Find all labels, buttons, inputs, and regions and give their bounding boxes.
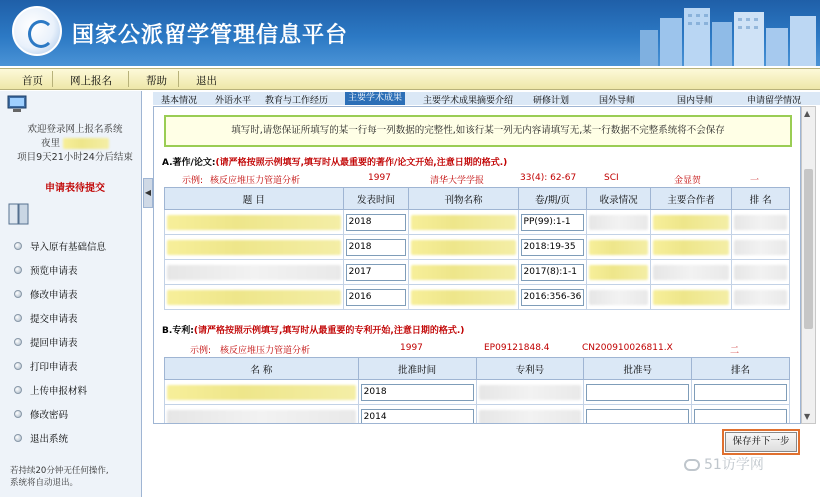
patents-table xyxy=(164,357,790,424)
col-pub-date: 发表时间 xyxy=(343,188,409,210)
computer-icon xyxy=(6,95,28,113)
col-approval-no: 批准号 xyxy=(584,358,692,380)
nav-divider xyxy=(52,71,53,87)
section-a-hint: (请严格按照示例填写,填写时从最重要的著作/论文开始,注意日期的格式.) xyxy=(215,158,508,168)
col-volume: 卷/期/页 xyxy=(518,188,587,210)
idle-timeout-note xyxy=(10,465,109,489)
scroll-thumb[interactable] xyxy=(804,169,813,329)
form-content xyxy=(153,106,801,424)
title-input[interactable] xyxy=(167,265,341,280)
papers-table xyxy=(164,187,790,310)
col-rank: 排 名 xyxy=(732,188,790,210)
index-select[interactable] xyxy=(589,265,648,280)
username xyxy=(10,137,140,151)
section-a-title: A.著作/论文: xyxy=(162,158,216,168)
col-approval-date: 批准时间 xyxy=(358,358,476,380)
col-title: 题 目 xyxy=(165,188,344,210)
nav-help[interactable]: 帮助 xyxy=(146,75,167,87)
tab-study-abroad[interactable]: 申请留学情况 xyxy=(747,96,802,106)
tab-education-work[interactable]: 教育与工作经历 xyxy=(265,96,329,106)
coauthor-input[interactable] xyxy=(653,240,729,255)
pub-date-input[interactable]: 2016 xyxy=(346,289,407,306)
menu-change-password[interactable] xyxy=(14,407,68,421)
tab-foreign-supervisor[interactable]: 国外导师 xyxy=(599,96,636,106)
menu-label: 提回申请表 xyxy=(30,338,78,349)
patent-rank-input[interactable] xyxy=(694,409,787,425)
nav-divider xyxy=(178,71,179,87)
header-banner xyxy=(0,0,820,66)
example-rank: 一 xyxy=(750,176,760,186)
col-journal: 刊物名称 xyxy=(409,188,518,210)
col-index: 收录情况 xyxy=(587,188,651,210)
table-header-row xyxy=(165,188,790,210)
rank-input[interactable] xyxy=(734,290,787,305)
section-b-hint: (请严格按照示例填写,填写时从最重要的专利开始,注意日期的格式.) xyxy=(193,326,465,336)
table-row xyxy=(165,235,790,260)
pub-date-input[interactable]: 2017 xyxy=(346,264,407,281)
scroll-down-icon[interactable]: ▼ xyxy=(804,412,811,421)
table-row xyxy=(165,405,790,425)
menu-submit-form[interactable] xyxy=(14,311,78,325)
menu-exit-system[interactable] xyxy=(14,431,68,445)
title-input[interactable] xyxy=(167,290,341,305)
welcome-text xyxy=(10,123,140,165)
example-patent-name: 核反应堆压力管道分析 xyxy=(220,346,311,356)
pub-date-input[interactable]: 2018 xyxy=(346,214,407,231)
menu-import-basic-info[interactable] xyxy=(14,239,106,253)
tab-bar xyxy=(153,92,820,105)
nav-divider xyxy=(128,71,129,87)
table-row xyxy=(165,285,790,310)
col-patent-no: 专利号 xyxy=(476,358,584,380)
menu-withdraw-form[interactable] xyxy=(14,335,78,349)
tab-study-plan[interactable]: 研修计划 xyxy=(533,96,570,106)
table-row xyxy=(165,380,790,405)
watermark-text: 51访学网 xyxy=(704,457,764,473)
example-patent-no: EP09121848.4 xyxy=(484,343,550,353)
bullet-icon xyxy=(14,410,22,418)
example-patent-rank: 二 xyxy=(730,346,740,356)
menu-label: 导入原有基础信息 xyxy=(30,242,107,253)
example-label-b: 示例: xyxy=(190,346,212,356)
bullet-icon xyxy=(14,362,22,370)
sidebar xyxy=(0,91,142,497)
tab-language[interactable]: 外语水平 xyxy=(215,96,252,106)
journal-input[interactable] xyxy=(411,215,515,230)
nav-home[interactable]: 首页 xyxy=(22,75,43,87)
coauthor-input[interactable] xyxy=(653,290,729,305)
journal-input[interactable] xyxy=(411,240,515,255)
application-status: 申请表待提交 xyxy=(45,183,105,194)
menu-label: 上传申报材料 xyxy=(30,386,88,397)
redacted-name xyxy=(63,138,109,149)
csc-logo xyxy=(12,6,62,56)
patent-no-input[interactable] xyxy=(479,410,582,425)
rank-input[interactable] xyxy=(734,265,787,280)
menu-label: 提交申请表 xyxy=(30,314,78,325)
deadline-text: 项目9天21小时24分后结束 xyxy=(17,152,133,163)
example-patent-year: 1997 xyxy=(400,343,423,353)
tab-domestic-supervisor[interactable]: 国内导师 xyxy=(677,96,714,106)
example-approval-no: CN200910026811.X xyxy=(582,343,673,353)
example-label-a: 示例: xyxy=(182,176,204,186)
wechat-icon xyxy=(684,459,700,471)
approval-no-input[interactable] xyxy=(586,409,689,425)
approval-date-input[interactable]: 2018 xyxy=(361,384,474,401)
table-row xyxy=(165,260,790,285)
bullet-icon xyxy=(14,386,22,394)
col-patent-name: 名 称 xyxy=(165,358,359,380)
index-select[interactable] xyxy=(589,215,648,230)
index-select[interactable] xyxy=(589,290,648,305)
volume-input[interactable]: 2016:356-36 xyxy=(521,289,585,306)
idle-note-line: 系统将自动退出。 xyxy=(10,478,79,488)
col-patent-rank: 排名 xyxy=(692,358,790,380)
title-input[interactable] xyxy=(167,240,341,255)
approval-no-input[interactable] xyxy=(586,384,689,401)
tab-achievement-summary[interactable]: 主要学术成果摘要介绍 xyxy=(423,96,514,106)
section-a-header xyxy=(162,155,507,168)
bullet-icon xyxy=(14,290,22,298)
tab-basic-info[interactable]: 基本情况 xyxy=(161,96,198,106)
watermark xyxy=(684,454,764,474)
volume-input[interactable]: 2018:19-35 xyxy=(521,239,585,256)
volume-input[interactable]: PP(99):1-1 xyxy=(521,214,585,231)
patent-no-input[interactable] xyxy=(479,385,582,400)
example-year: 1997 xyxy=(368,173,391,183)
save-and-next-button[interactable]: 保存并下一步 xyxy=(725,432,797,452)
menu-print-form[interactable] xyxy=(14,359,78,373)
top-nav xyxy=(0,68,820,90)
patent-name-input[interactable] xyxy=(167,410,356,425)
welcome-line: 欢迎登录网上报名系统 xyxy=(27,124,123,135)
section-b-header xyxy=(162,323,464,336)
volume-input[interactable]: 2017(8):1-1 xyxy=(521,264,585,281)
skyline-graphic xyxy=(620,0,820,66)
bullet-icon xyxy=(14,266,22,274)
tab-academic-achievements[interactable]: 主要学术成果 xyxy=(345,92,405,105)
username-text: 夜里 xyxy=(40,138,60,149)
rank-input[interactable] xyxy=(734,240,787,255)
patent-name-input[interactable] xyxy=(167,385,356,400)
journal-input[interactable] xyxy=(411,290,515,305)
book-icon xyxy=(6,201,32,227)
idle-note-line: 若持续20分钟无任何操作, xyxy=(10,466,109,476)
journal-input[interactable] xyxy=(411,265,515,280)
scroll-up-icon[interactable]: ▲ xyxy=(804,109,811,118)
patent-rank-input[interactable] xyxy=(694,384,787,401)
index-select[interactable] xyxy=(589,240,648,255)
pub-date-input[interactable]: 2018 xyxy=(346,239,407,256)
bullet-icon xyxy=(14,314,22,322)
notice-box: 填写时,请您保证所填写的某一行每一列数据的完整性,如该行某一列无内容请填写无,某一行数据不完整系统将不会保存 xyxy=(164,115,792,147)
col-coauthor: 主要合作者 xyxy=(650,188,731,210)
example-journal: 清华大学学报 xyxy=(430,176,485,186)
table-row xyxy=(165,210,790,235)
menu-edit-form[interactable] xyxy=(14,287,78,301)
sidebar-collapse-handle[interactable]: ◀ xyxy=(143,178,153,208)
table-header-row xyxy=(165,358,790,380)
content-scrollbar[interactable] xyxy=(801,106,816,424)
nav-online-apply[interactable]: 网上报名 xyxy=(70,75,112,87)
approval-date-input[interactable]: 2014 xyxy=(361,409,474,425)
menu-label: 退出系统 xyxy=(30,434,69,445)
example-coauthor: 金显贺 xyxy=(674,176,702,186)
bullet-icon xyxy=(14,338,22,346)
bullet-icon xyxy=(14,242,22,250)
menu-label: 预览申请表 xyxy=(30,266,78,277)
menu-preview-form[interactable] xyxy=(14,263,78,277)
section-b-title: B.专利: xyxy=(162,326,194,336)
menu-label: 修改密码 xyxy=(30,410,69,421)
menu-label: 打印申请表 xyxy=(30,362,78,373)
coauthor-input[interactable] xyxy=(653,265,729,280)
title-input[interactable] xyxy=(167,215,341,230)
menu-label: 修改申请表 xyxy=(30,290,78,301)
rank-input[interactable] xyxy=(734,215,787,230)
coauthor-input[interactable] xyxy=(653,215,729,230)
example-title: 核反应堆压力管道分析 xyxy=(210,176,301,186)
example-volume: 33(4): 62-67 xyxy=(520,173,577,183)
nav-logout[interactable]: 退出 xyxy=(196,75,217,87)
bullet-icon xyxy=(14,434,22,442)
menu-upload-materials[interactable] xyxy=(14,383,87,397)
example-index: SCI xyxy=(604,173,619,183)
site-title: 国家公派留学管理信息平台 xyxy=(72,23,349,48)
action-bar xyxy=(153,426,820,456)
